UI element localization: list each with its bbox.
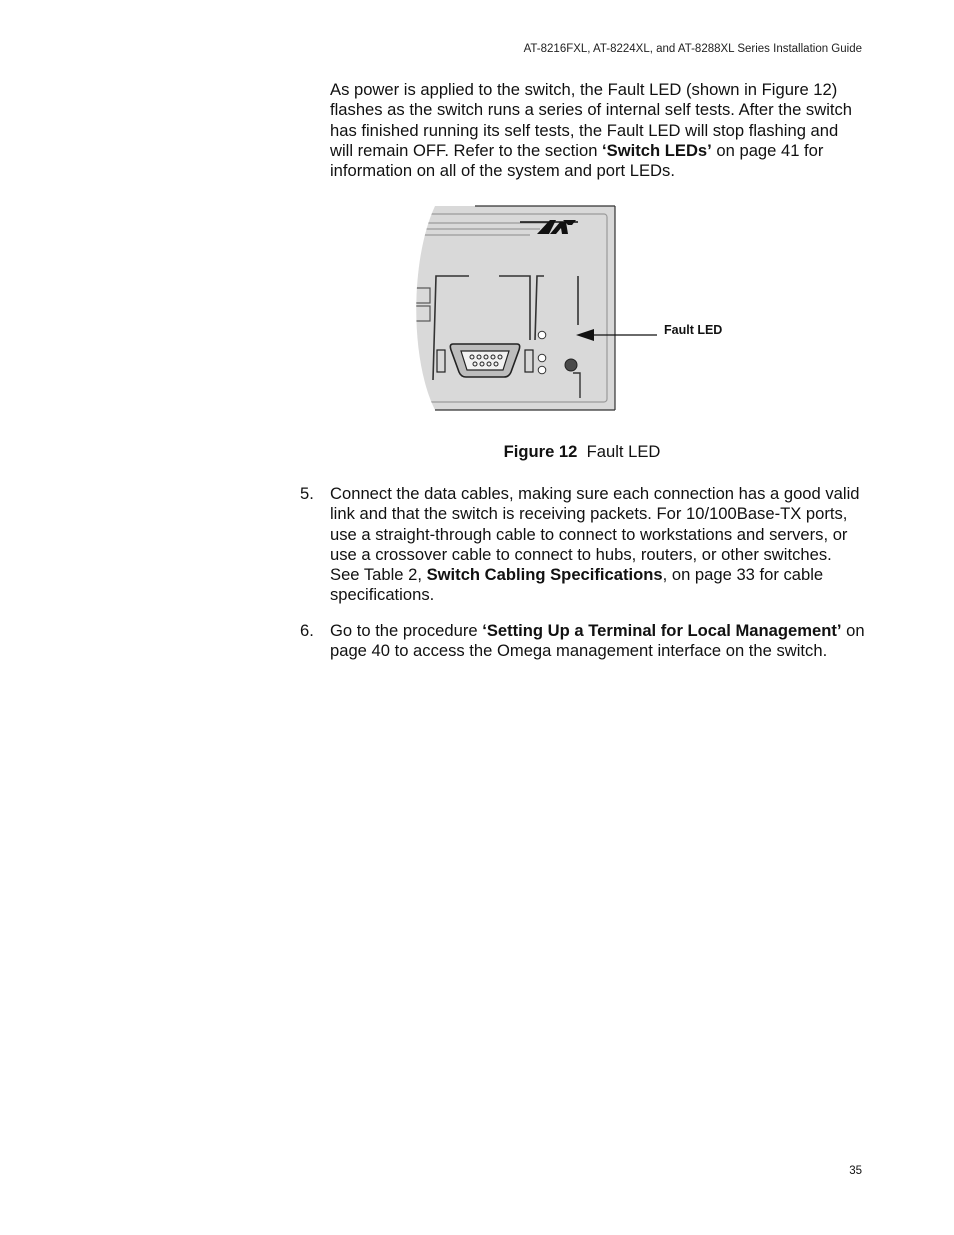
step-text [330, 621, 865, 662]
step-bold-reference: ‘Setting Up a Terminal for Local Management’ [482, 621, 842, 640]
intro-text-after: on page 41 for information on all of the system and port LEDs. [330, 140, 824, 181]
fault-led-callout: Fault LED [664, 323, 723, 337]
intro-text-before: As power is applied to the switch, the Fault LED (shown in Figure 12) flashes as the switch runs a series of internal self tests. After the switch has finished running its self tests, the Fault LED will stop flashing and will remain OFF. Refer to the section [330, 80, 853, 160]
step-text-after: , on page 33 for cable specifications. [330, 565, 824, 605]
status-led-icon [538, 366, 546, 374]
fault-led-icon [538, 331, 546, 339]
step-text-before: Connect the data cables, making sure each connection has a good valid link and that the switch is receiving packets. For 10/100Base-TX ports, use a straight-through cable to connect to workstations and servers, or use a crossover cable to connect to hubs, routers, or other switches. See Table 2, [330, 484, 860, 585]
page-number: 35 [849, 1165, 862, 1177]
fault-led-figure [400, 200, 740, 415]
step-text-after: on page 40 to access the Omega management interface on the switch. [330, 621, 865, 661]
step-text-before: Go to the procedure [330, 621, 483, 640]
figure-title: Fault LED [586, 442, 661, 461]
figure-caption [0, 442, 954, 462]
status-led-icon [538, 354, 546, 362]
intro-paragraph [330, 80, 865, 181]
switch-panel-illustration [400, 200, 740, 415]
step-text [330, 484, 865, 606]
figure-number: Figure 12 [503, 442, 578, 461]
step-number: 5. [300, 484, 314, 503]
reset-button-icon [565, 359, 577, 371]
step-number: 6. [300, 621, 314, 640]
step-bold-reference: Switch Cabling Specifications [426, 565, 663, 585]
intro-bold-reference: ‘Switch LEDs’ [602, 140, 712, 160]
running-header: AT-8216FXL, AT-8224XL, and AT-8288XL Series Installation Guide [523, 43, 862, 55]
